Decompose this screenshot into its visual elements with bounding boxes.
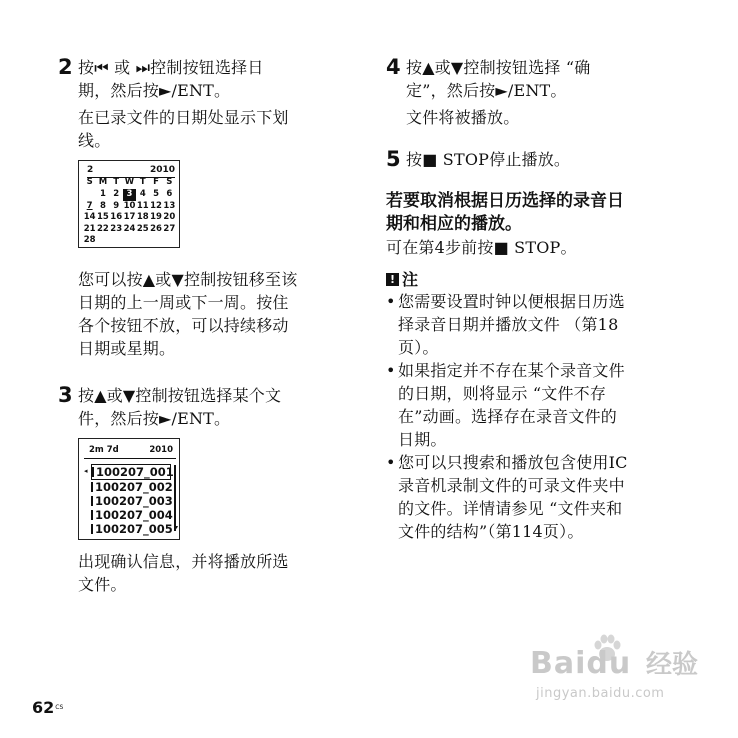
calendar-empty-cell <box>136 235 149 247</box>
bullet-icon: • <box>386 292 396 311</box>
calendar-empty-cell <box>110 235 123 247</box>
note-bullet-line: 择录音日期并播放文件 （第18 <box>398 315 619 334</box>
step-3-line-2: 件，然后按►/ENT。 <box>78 409 231 428</box>
calendar-day: 13 <box>163 200 176 211</box>
step-3-number: 3 <box>58 383 73 407</box>
watermark-cn: 经验 <box>646 650 699 680</box>
calendar-year: 2010 <box>149 165 175 175</box>
calendar-day: 26 <box>150 223 162 234</box>
calendar-day: 3 <box>123 189 136 201</box>
calendar-weekday: S <box>86 177 93 187</box>
note-bullet-line: 的日期，则将显示 “文件不存 <box>398 384 607 403</box>
step-3-instructions <box>78 384 348 430</box>
scroll-down-icon: ▾ <box>174 524 178 531</box>
calendar-day: 21 <box>83 223 96 234</box>
note-section <box>386 268 686 543</box>
page-number <box>32 698 63 718</box>
calendar-weekday: F <box>153 177 159 187</box>
calendar-day: 27 <box>163 223 176 234</box>
calendar-day: 8 <box>99 200 106 211</box>
calendar-weekdays <box>83 177 176 189</box>
file-name: 100207_005 <box>95 522 173 536</box>
left-arrow-icon: ◂ <box>84 467 88 475</box>
calendar-day: 15 <box>97 212 109 222</box>
file-row <box>91 464 174 480</box>
step-2-after-1: 您可以按▲或▼控制按钮移至该 <box>78 270 298 289</box>
file-list-header <box>89 444 173 456</box>
note-header <box>386 268 686 290</box>
step-4-sub: 文件将被播放。 <box>406 108 520 127</box>
note-bullet-line: 的文件。详情请参见 “文件夹和 <box>398 499 623 518</box>
calendar-day: 19 <box>150 212 162 222</box>
calendar-display <box>78 160 180 248</box>
note-bullet <box>386 359 686 451</box>
calendar-empty-cell <box>96 235 109 247</box>
calendar-day: 1 <box>99 189 106 199</box>
calendar-month: 2 <box>87 165 94 175</box>
calendar-day: 2 <box>113 189 120 199</box>
cancel-heading-2: 期和相应的播放。 <box>386 214 522 234</box>
calendar-day: 16 <box>110 212 123 222</box>
note-bullet-line: 您需要设置时钟以便根据日历选 <box>398 292 625 311</box>
note-bullet-line: 文件的结构”（第114页）。 <box>398 522 584 541</box>
calendar-weekday: S <box>166 177 173 187</box>
step-4-line-1: 按▲或▼控制按钮选择 “确 <box>406 58 591 77</box>
step-2-after-text <box>78 268 368 360</box>
calendar-day: 22 <box>97 223 109 234</box>
step-5-text: 按■ STOP停止播放。 <box>406 150 571 169</box>
calendar-empty-cell <box>149 235 162 247</box>
step-2-line-2: 期，然后按►/ENT。 <box>78 81 231 100</box>
file-list-display <box>78 438 180 540</box>
calendar-header <box>87 165 175 176</box>
note-bullet-line: 页）。 <box>398 338 439 357</box>
file-list-divider <box>84 458 176 459</box>
calendar-day: 17 <box>123 212 136 222</box>
calendar-empty-cell <box>83 189 96 201</box>
step-3-line-1: 按▲或▼控制按钮选择某个文 <box>78 386 282 405</box>
file-row <box>91 522 171 536</box>
step-2-instructions <box>78 56 348 152</box>
bullet-icon: • <box>386 361 396 380</box>
calendar-weekday: W <box>124 177 135 187</box>
step-2-after-2: 日期的上一周或下一周。按住 <box>78 293 289 312</box>
note-bullet <box>386 290 686 359</box>
file-list <box>91 464 174 536</box>
step-4-line-2: 定”，然后按►/ENT。 <box>406 81 567 100</box>
calendar-days <box>83 189 176 247</box>
file-name: 100207_003 <box>95 494 173 508</box>
calendar-day: 18 <box>136 212 149 222</box>
calendar-day: 10 <box>123 200 136 211</box>
note-bullet <box>386 451 686 543</box>
calendar-day: 5 <box>153 189 160 199</box>
step-2-line-1: 按⏮ 或 ⏭控制按钮选择日 <box>78 58 264 77</box>
note-icon: ! <box>386 273 399 286</box>
bullet-icon: • <box>386 453 396 472</box>
calendar-day: 9 <box>113 200 120 211</box>
step-3-after-text <box>78 550 368 596</box>
note-title: 注 <box>402 269 419 289</box>
calendar-day: 24 <box>123 223 136 234</box>
step-3-after-2: 文件。 <box>78 575 127 594</box>
step-5-number: 5 <box>386 147 401 171</box>
file-icon <box>91 510 93 520</box>
file-name: 100207_004 <box>95 508 173 522</box>
file-icon <box>92 467 94 477</box>
step-2-sub-1: 在已录文件的日期处显示下划 <box>78 108 289 127</box>
calendar-day: 28 <box>83 235 96 245</box>
note-bullet-line: 如果指定并不存在某个录音文件 <box>398 361 625 380</box>
calendar-weekday: M <box>98 177 108 187</box>
scrollbar-track <box>174 465 176 531</box>
note-bullets <box>386 290 686 543</box>
calendar-day: 14 <box>83 212 96 222</box>
file-row <box>91 508 171 522</box>
file-icon <box>91 496 93 506</box>
calendar-day: 11 <box>136 200 149 211</box>
file-icon <box>91 482 93 492</box>
step-4-instructions <box>406 56 686 129</box>
calendar-day: 4 <box>139 189 146 199</box>
step-2-sub-2: 线。 <box>78 131 111 150</box>
calendar-day: 25 <box>136 223 149 234</box>
cancel-heading-1: 若要取消根据日历选择的录音日 <box>386 191 624 211</box>
watermark-url: jingyan.baidu.com <box>536 686 665 701</box>
page-number-suffix: CS <box>55 704 64 711</box>
file-row <box>91 494 171 508</box>
calendar-day: 23 <box>110 223 123 234</box>
step-3-after-1: 出现确认信息，并将播放所选 <box>78 552 289 571</box>
step-2-after-3: 各个按钮不放，可以持续移动 <box>78 316 289 335</box>
file-list-date: 2m 7d <box>89 445 119 455</box>
step-2-number: 2 <box>58 55 73 79</box>
calendar-empty-cell <box>123 235 136 247</box>
step-4-number: 4 <box>386 55 401 79</box>
calendar-weekday: T <box>113 177 120 187</box>
note-bullet-line: 您可以只搜索和播放包含使用IC <box>398 453 628 472</box>
calendar-day: 7 <box>86 200 93 211</box>
calendar-weekday: T <box>139 177 146 187</box>
watermark <box>530 634 700 708</box>
file-name: 100207_001 <box>96 465 174 479</box>
note-bullet-line: 录音机录制文件的可录文件夹中 <box>398 476 625 495</box>
calendar-day: 6 <box>166 189 173 199</box>
calendar-empty-cell <box>163 235 176 247</box>
file-row <box>91 480 171 494</box>
watermark-brand: Baidu <box>530 646 632 681</box>
cancel-section <box>386 190 686 259</box>
step-2-after-4: 日期或星期。 <box>78 339 176 358</box>
cancel-body: 可在第4步前按■ STOP。 <box>386 238 577 257</box>
file-list-year: 2010 <box>149 445 173 455</box>
file-icon <box>91 524 93 534</box>
note-bullet-line: 在”动画。选择存在录音文件的 <box>398 407 617 426</box>
file-name: 100207_002 <box>95 480 173 494</box>
calendar-day: 20 <box>163 212 176 222</box>
note-bullet-line: 日期。 <box>398 430 447 449</box>
page-number-value: 62 <box>32 698 55 717</box>
calendar-day: 12 <box>150 200 162 211</box>
